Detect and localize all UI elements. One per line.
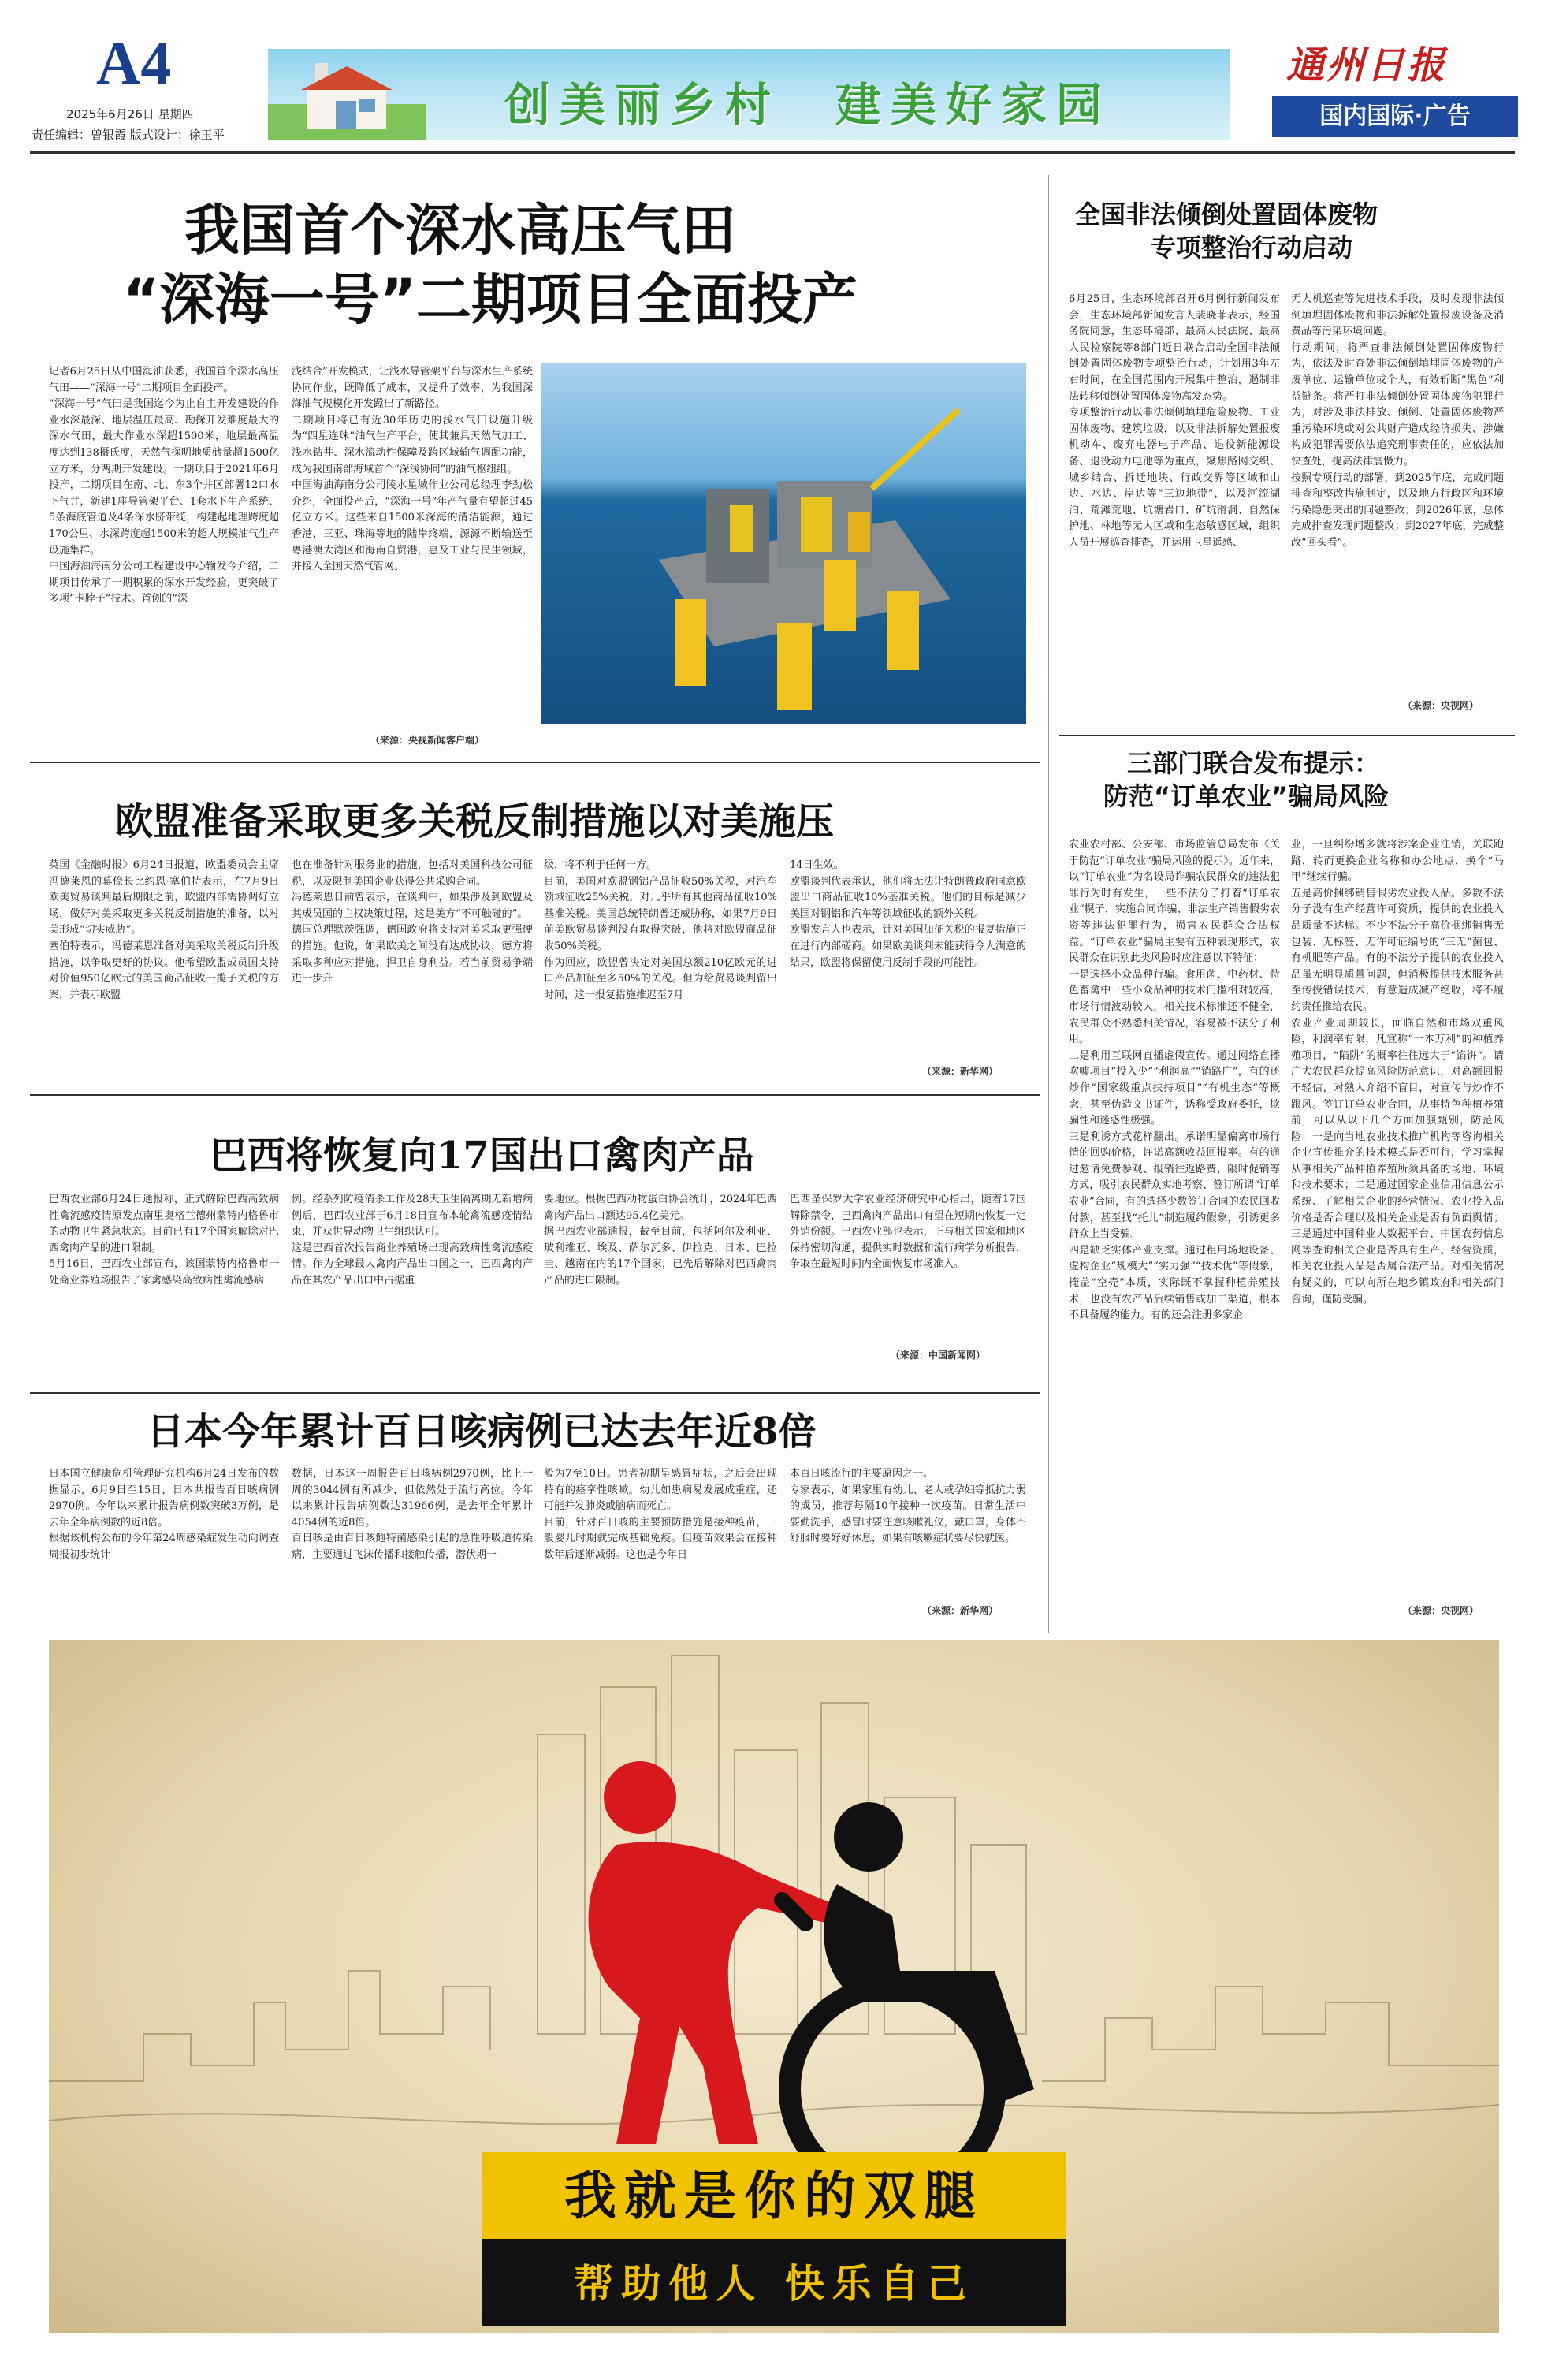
psa-slogan: 我就是你的双腿 bbox=[482, 2152, 1066, 2239]
brazil-source: （来源：中国新闻网） bbox=[891, 1350, 986, 1361]
eu-column-1: 英国《金融时报》6月24日报道，欧盟委员会主席冯德莱恩的幕僚长比约恩·塞伯特表示，在7月9日欧美贸易谈判最后期限之前，欧盟内部需协调好立场，做好对美采取更多关税反制措施的准备，以对美形成“切实威胁”。 塞伯特表示，冯德莱恩准备对美采取关税反制升级措施，以争取更好的协议。他希望欧盟成员国支持对价值950亿欧元的美国商品征收一揽子关税的方案，并表示欧盟 bbox=[49, 859, 279, 1001]
fraud-source: （来源：央视网） bbox=[1403, 1605, 1479, 1616]
masthead-banner bbox=[268, 49, 1230, 140]
fraud-column-1: 农业农村部、公安部、市场监管总局发布《关于防范“订单农业”骗局风险的提示》。近年来，以“订单农业”为名设局诈骗农民群众的违法犯罪行为时有发生，一些不法分子打着“订单农业”幌子，实施合同诈骗、非法生产销售假劣农资等违法犯罪行为，损害农民群众合法权益。“订单农业”骗局主要有五种表现形式，农民群众在识别此类风险时应注意以下特征： 一是选择小众品种行骗。食用菌、中药材、特色畜禽中一些小众品种的技术门槛相对较高，市场行情波动较大，相关技术标准还不健全，农民群众不熟悉相关情况，容易被不法分子利用。 二是利用互联网直播虚假宣传。通过网络直播吹嘘项目“投入少”“利润高”“销路广”，有的还炒作“国家级重点扶持项目”“有机生态”等概念，甚至伪造文书证件，诱称受政府委托，欺骗性和迷惑性极强。 三是利诱方式花样翻出。承诺明显偏离市场行情的回购价格，许诺高额收益回报率。有的通过邀请免费参观、报销往返路费，限时促销等方式，吸引农民群众实地考察、签订所谓“订单农业”合同，有的选择少数签订合同的农民回收付款，甚至找“托儿”制造履约假象，引诱更多群众上当受骗。 四是缺乏实体产业支撑。通过租用场地设备、虚构企业“规模大”“实力强”“技术优”等假象，掩盖“空壳”本质，实际既不掌握种植养殖技术，也没有农产品后续销售或加工渠道，根本不具备履约能力。有的还会注册多家企 bbox=[1069, 839, 1280, 1322]
waste-source: （来源：央视网） bbox=[1403, 700, 1479, 711]
divider-brazil bbox=[30, 1392, 1040, 1394]
waste-column-1: 6月25日，生态环境部召开6月例行新闻发布会，生态环境部新闻发言人裴晓菲表示，经国务院同意，生态环境部、最高人民法院、最高人民检察院等8部门近日联合启动全国非法倾倒处置固体废物专项整治行动，计划用3年左右时间，在全国范围内开展集中整治，遏制非法转移倾倒处置固体废物高发态势。 专项整治行动以非法倾倒填埋危险废物、工业固体废物、建筑垃圾，以及非法拆解处置报废机动车、废弃电器电子产品、退役新能源设备、退役动力电池等为重点，聚焦路网交织、城乡结合、拆迁地块、行政交界等区域和山边、水边、岸边等“三边地带”，以及河流湖泊、荒滩荒地、坑塘岩口、矿坑滑洞、自然保护地、林地等无人区域和生态敏感区域，组织人员开展巡查排查，并运用卫星遥感、 bbox=[1069, 293, 1280, 549]
japan-column-4: 本百日咳流行的主要原因之一。 专家表示，如果家里有幼儿、老人或孕妇等抵抗力弱的成员，推荐每隔10年接种一次疫苗。日常生活中要勤洗手，感冒时要注意咳嗽礼仪，戴口罩，身体不舒服时要好好休息，如果有咳嗽症状要尽快就医。 bbox=[790, 1468, 1026, 1545]
psa-subtitle: 帮助他人 快乐自己 bbox=[574, 2260, 974, 2307]
japan-source: （来源：新华网） bbox=[922, 1605, 999, 1616]
headline-fraud-line2: 防范“订单农业”骗局风险 bbox=[1103, 781, 1390, 811]
eu-column-2: 也在准备针对服务业的措施，包括对美国科技公司征税，以及限制美国企业获得公共采购合同。 冯德莱恩日前曾表示，在谈判中，如果涉及到欧盟及其成员国的主权决策过程，这是美方“不可触碰的”。 德国总理默茨强调，德国政府将支持对美采取更强硬的措施。他说，如果欧美之间没有达成协议，德方将采取多种应对措施，捍卫自身利益。若当前贸易争端进一步升 bbox=[292, 859, 533, 985]
brazil-column-3: 要地位。根据巴西动物蛋白协会统计，2024年巴西禽肉产品出口额达95.4亿美元。 据巴西农业部通报，截至目前，包括阿尔及利亚、玻利维亚、埃及、萨尔瓦多、伊拉克、日本、巴拉圭、越南在内的17个国家，已先后解除对巴西禽肉产品的进口限制。 bbox=[544, 1194, 777, 1287]
divider-eu bbox=[30, 1094, 1040, 1096]
brazil-column-1: 巴西农业部6月24日通报称，正式解除巴西高致病性禽流感疫情原发点南里奥格兰德州蒙特内格鲁市的动物卫生紧急状态。目前已有17个国家解除对巴西禽肉产品的进口限制。 5月16日，巴西农业部宣布，该国蒙特内格鲁市一处商业养殖场报告了家禽感染高致病性禽流感病 bbox=[49, 1194, 279, 1287]
headline-waste-line2: 专项整治行动启动 bbox=[1151, 233, 1353, 263]
japan-column-1: 日本国立健康危机管理研究机构6月24日发布的数据显示，6月9日至15日，日本共报告百日咳病例2970例。今年以来累计报告病例数突破3万例，是去年全年病例数的近8倍。 根据该机构公布的今年第24周感染症发生动向调查周报初步统计 bbox=[49, 1468, 279, 1561]
house-illustration-icon bbox=[268, 49, 426, 140]
psa-banner bbox=[482, 2160, 1066, 2326]
waste-column-2: 无人机巡查等先进技术手段，及时发现非法倾倒填埋固体废物和非法拆解处置报废设备及消费品等污染环境问题。 行动期间，将严查非法倾倒处置固体废物行为，依法及时查处非法倾倒填埋固体废物的产废单位、运输单位或个人，有效斩断“黑色”利益链条。将严打非法倾倒处置固体废物犯罪行为，对涉及非法排放、倾倒、处置固体废物严重污染环境或对公共财产造成经济损失、涉嫌构成犯罪需要依法追究刑事责任的，应依法加快查处，提高法律震慑力。 按照专项行动的部署，到2025年底，完成问题排查和整改措施制定，以及地方行政区和环境污染隐患突出的问题整改；到2026年底，总体完成排查发现问题整改；到2027年底，完成整改“回头看”。 bbox=[1291, 293, 1504, 549]
editor-credits: 责任编辑：曾银霞 版式设计：徐玉平 bbox=[32, 128, 225, 142]
headline-gas-field-line1: 我国首个深水高压气田 bbox=[184, 198, 736, 263]
headline-brazil: 巴西将恢复向17国出口禽肉产品 bbox=[210, 1134, 754, 1178]
brazil-column-2: 例。经系列防疫消杀工作及28天卫生隔离期无新增病例后，巴西农业部于6月18日宣布本轮禽流感疫情结束，并获世界动物卫生组织认可。 这是巴西首次报告商业养殖场出现高致病性禽流感疫情。作为全球最大禽肉产品出口国之一，巴西禽肉产品在其农产品出口中占据重 bbox=[292, 1194, 533, 1287]
divider-waste bbox=[1059, 735, 1515, 736]
headline-gas-field-line2: “深海一号”二期项目全面投产 bbox=[123, 267, 858, 332]
masthead-rule bbox=[30, 151, 1515, 154]
issue-date: 2025年6月26日 星期四 bbox=[66, 107, 194, 121]
gas-field-column-2: 浅结合”开发模式，让浅水导管架平台与深水生产系统协同作业，既降低了成本，又提升了效率，为我国深海油气规模化开发蹚出了新路径。 二期项目将已有近30年历史的浅水气田设施升级为“四星连珠”油气生产平台，使其兼具天然气加工、浅水钻井、深水流动性保障及跨区域输气调配功能，成为我国南部海域首个“深浅协同”的油气枢纽组。 中国海油海南分公司陵水星城作业公司总经理李劲松介绍，全面投产后，“深海一号”年产气量有望超过45亿立方米。这些来自1500米深海的清洁能源，通过香港、三亚、珠海等地的陆岸终端，源源不断输送至粤港澳大湾区和海南自贸港，惠及工业与民生领域，并接入全国天然气管网。 bbox=[292, 366, 533, 573]
page-number: A4 bbox=[96, 28, 172, 97]
divider-gas-field bbox=[30, 762, 1040, 763]
headline-eu: 欧盟准备采取更多关税反制措施以对美施压 bbox=[115, 799, 835, 844]
gas-field-column-1: 记者6月25日从中国海油获悉，我国首个深水高压气田——“深海一号”二期项目全面投产。 “深海一号”气田是我国迄今为止自主开发建设的作业水深最深、地层温压最高、勘探开发难度最大的深水气田，最大作业水深超1500米，地层最高温度达到138摄氏度，天然气探明地质储量超1500亿立方米，分两期开发建设。一期项目于2021年6月投产，二期项目在南、北、东3个井区部署12口水下气井，新建1座导管架平台、1套水下生产系统、5条海底管道及4条深水脐带缆，构建起地理跨度超170公里、水深跨度超1500米的超大规模油气生产设施集群。 中国海油海南分公司工程建设中心输发今介绍，二期项目传承了一期积累的深水开发经验，更突破了多项“卡脖子”技术。首创的“深 bbox=[49, 366, 279, 605]
japan-column-3: 般为7至10日。患者初期呈感冒症状，之后会出现特有的痉挛性咳嗽。幼儿如患病易发展成重症，还可能并发肺炎或脑病而死亡。 目前，针对百日咳的主要预防措施是接种疫苗，一般婴儿时期就完成基础免疫。但疫苗效果会在接种数年后逐渐减弱。这也是今年日 bbox=[544, 1468, 777, 1561]
japan-column-2: 数据，日本这一周报告百日咳病例2970例，比上一周的3044例有所减少，但依然处于流行高位。今年以来累计报告病例数达31966例，是去年全年累计4054例的近8倍。 百日咳是由百日咳鲍特菌感染引起的急性呼吸道传染病，主要通过飞沫传播和接触传播，潜伏期一 bbox=[292, 1468, 533, 1561]
headline-fraud-line1: 三部门联合发布提示： bbox=[1127, 748, 1380, 778]
public-service-ad bbox=[49, 1640, 1499, 2333]
banner-slogan-left: 创美丽乡村 bbox=[504, 78, 781, 132]
brazil-column-4: 巴西圣保罗大学农业经济研究中心指出，随着17国解除禁令，巴西禽肉产品出口有望在短期内恢复一定外销份额。巴西农业部也表示，正与相关国家和地区保持密切沟通，提供实时数据和流行病学分析报告，争取在最短时间内全面恢复市场准入。 bbox=[790, 1194, 1026, 1271]
eu-column-4: 14日生效。 欧盟谈判代表承认，他们将无法让特朗普政府同意欧盟出口商品征收10%基准关税。他们的目标是减少美国对钢铝和汽车等领域征收的额外关税。 欧盟发言人也表示，针对美国加征关税的报复措施正在进行内部磋商。如果欧美谈判未能获得令人满意的结果，欧盟将保留使用反制手段的可能性。 bbox=[790, 859, 1026, 969]
gas-field-source: （来源：央视新闻客户端） bbox=[370, 735, 485, 746]
headline-waste-line1: 全国非法倾倒处置固体废物 bbox=[1075, 199, 1378, 229]
banner-slogan-right: 建美好家园 bbox=[835, 78, 1112, 132]
eu-column-3: 级，将不利于任何一方。 目前，美国对欧盟钢铝产品征收50%关税，对汽车领域征收25%关税，对几乎所有其他商品征收10%基准关税。美国总统特朗普还威胁称，如果7月9日前美欧贸易谈判没有取得突破，他将对欧盟商品征收50%关税。 作为回应，欧盟曾决定对美国总额210亿欧元的进口产品加征至多50%的关税。但为给贸易谈判留出时间，这一报复措施推迟至7月 bbox=[544, 859, 777, 1001]
headline-japan: 日本今年累计百日咳病例已达去年近8倍 bbox=[147, 1410, 817, 1454]
offshore-platform-image bbox=[541, 363, 1026, 724]
gas-field-photo bbox=[541, 363, 1026, 724]
fraud-column-2: 业，一旦纠纷增多就将涉案企业注销，关联跑路，转而更换企业名称和办公地点，换个“马甲”继续行骗。 五是高价捆绑销售假劣农业投入品。多数不法分子没有生产经营许可资质，提供的农业投入品质量不达标。不少不法分子高价捆绑销售无包装、无标签、无许可证编号的“三无”菌包、有机肥等产品。有的不法分子提供的农业投入品虽无明显质量问题，但消极提供技术服务甚至传授错误技术，有意造成减产绝收，将不履约责任推给农民。 农业产业周期较长，面临自然和市场双重风险，利润率有限，凡宣称“一本万利”的种植养殖项目，“陷阱”的概率往往远大于“馅饼”。请广大农民群众提高风险防范意识，对高额回报不轻信，对熟人介绍不盲目，对宣传与炒作不跟风。签订订单农业合同，从事特色种植养殖前，可以从以下几个方面加强甄别，防范风险：一是向当地农业技术推广机构等咨询相关企业宣传推介的技术模式是否可行，学习掌握从事相关产品种植养殖所须具备的场地、环境和技术要求；二是通过国家企业信用信息公示系统、了解相关企业的经营情况、农业投入品价格是否合理以及相关企业是否有负面舆情；三是通过中国种业大数据平台、中国农药信息网等查询相关企业是否具有生产、经营资质，相关农业投入品是否属合法产品。对相关情况有疑义的，可以向所在地乡镇政府和相关部门咨询，谨防受骗。 bbox=[1291, 839, 1504, 1305]
section-label: 国内国际·广告 bbox=[1272, 96, 1518, 137]
eu-source: （来源：新华网） bbox=[922, 1066, 999, 1077]
paper-name-logo: 通州日报 bbox=[1286, 43, 1448, 88]
vertical-divider bbox=[1048, 175, 1049, 1633]
